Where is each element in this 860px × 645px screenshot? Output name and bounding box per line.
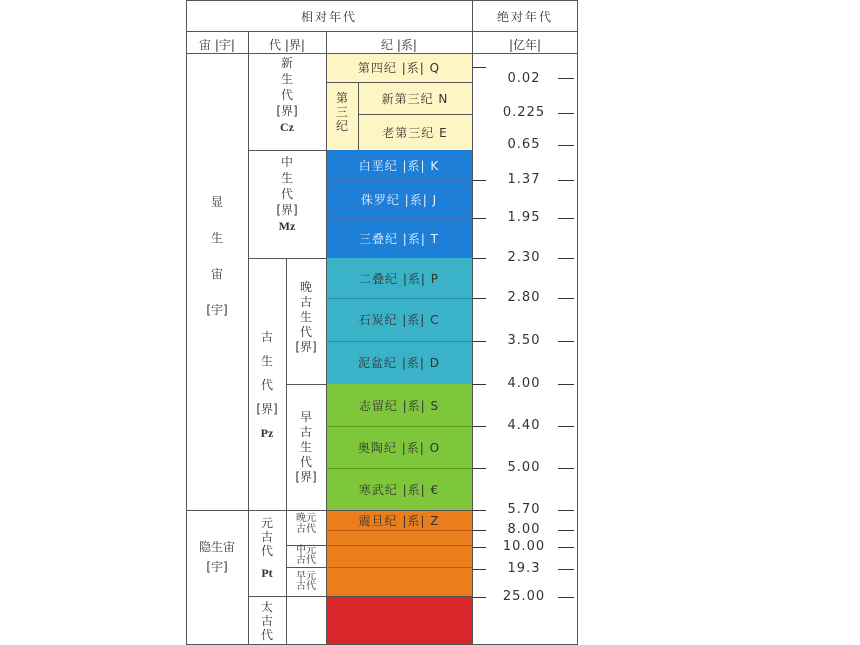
late-paleozoic-label: 晚 古 生 代 [界] [295, 280, 317, 354]
middle-proterozoic-label: 中元 古代 [296, 545, 316, 566]
age-label: 0.65 [507, 137, 541, 152]
triassic-period: 三叠纪 |系| T [358, 231, 440, 246]
age-label: 4.40 [507, 418, 541, 433]
carboniferous-period: 石炭纪 |系| C [358, 313, 440, 327]
age-label: 0.225 [502, 105, 546, 120]
age-label: 5.00 [507, 460, 541, 475]
age-label: 1.95 [507, 210, 541, 225]
age-label: 2.30 [507, 250, 541, 265]
jurassic-period: 侏罗纪 |系| J [360, 192, 438, 207]
permian-period: 二叠纪 |系| P [359, 271, 439, 286]
early-paleozoic-label: 早 古 生 代 [界] [295, 410, 317, 484]
cambrian-period: 寒武纪 |系| € [358, 482, 440, 497]
ordovician-period: 奥陶纪 |系| O [357, 440, 441, 455]
archean-fill [326, 596, 472, 645]
late-proterozoic-label: 晚元 古代 [296, 513, 316, 535]
cenozoic-era-label: 新 生 代 [界] Cz [276, 56, 298, 134]
age-label: 10.00 [502, 539, 546, 554]
sinian-period: 震旦纪 |系| Z [358, 513, 440, 528]
age-label: 1.37 [507, 172, 541, 187]
relative-age-header: 相对年代 [300, 10, 357, 24]
precambrian-eon-label: 隐生宙 [宇] [198, 540, 235, 574]
silurian-period: 志留纪 |系| S [358, 398, 440, 413]
neogene-period: 新第三纪 N [381, 91, 449, 106]
devonian-period: 泥盆纪 |系| D [358, 356, 440, 370]
tertiary-period-label: 第 三 纪 [335, 91, 348, 133]
period-header: 纪 |系| [381, 38, 417, 52]
early-proterozoic-label: 早元 古代 [296, 571, 316, 592]
age-label: 2.80 [507, 290, 541, 305]
age-label: 8.00 [507, 522, 541, 537]
archean-era-label: 太 古 代 [260, 600, 273, 642]
age-label: 0.02 [507, 71, 541, 86]
paleozoic-era-label: 古 生 代 [界] Pz [256, 330, 278, 440]
eon-header: 宙 |宇| [199, 38, 235, 52]
phanerozoic-eon-label: 显 生 宙 [宇] [206, 195, 228, 317]
age-ticks [472, 0, 578, 645]
geologic-time-table [186, 0, 578, 645]
era-header: 代 |界| [269, 38, 305, 52]
age-label: 3.50 [507, 333, 541, 348]
unit-header: |亿年| [508, 38, 542, 52]
absolute-age-header: 绝对年代 [496, 10, 553, 24]
paleogene-period: 老第三纪 E [382, 125, 448, 140]
proterozoic-era-label: 元 古 代 Pt [260, 516, 273, 580]
cretaceous-period: 白垩纪 |系| K [358, 158, 440, 173]
age-label: 4.00 [507, 376, 541, 391]
mesozoic-era-label: 中 生 代 [界] Mz [276, 155, 298, 233]
quaternary-period: 第四纪 |系| Q [357, 61, 441, 75]
age-label: 5.70 [507, 502, 541, 517]
age-label: 25.00 [502, 589, 546, 604]
age-label: 19.3 [507, 561, 541, 576]
